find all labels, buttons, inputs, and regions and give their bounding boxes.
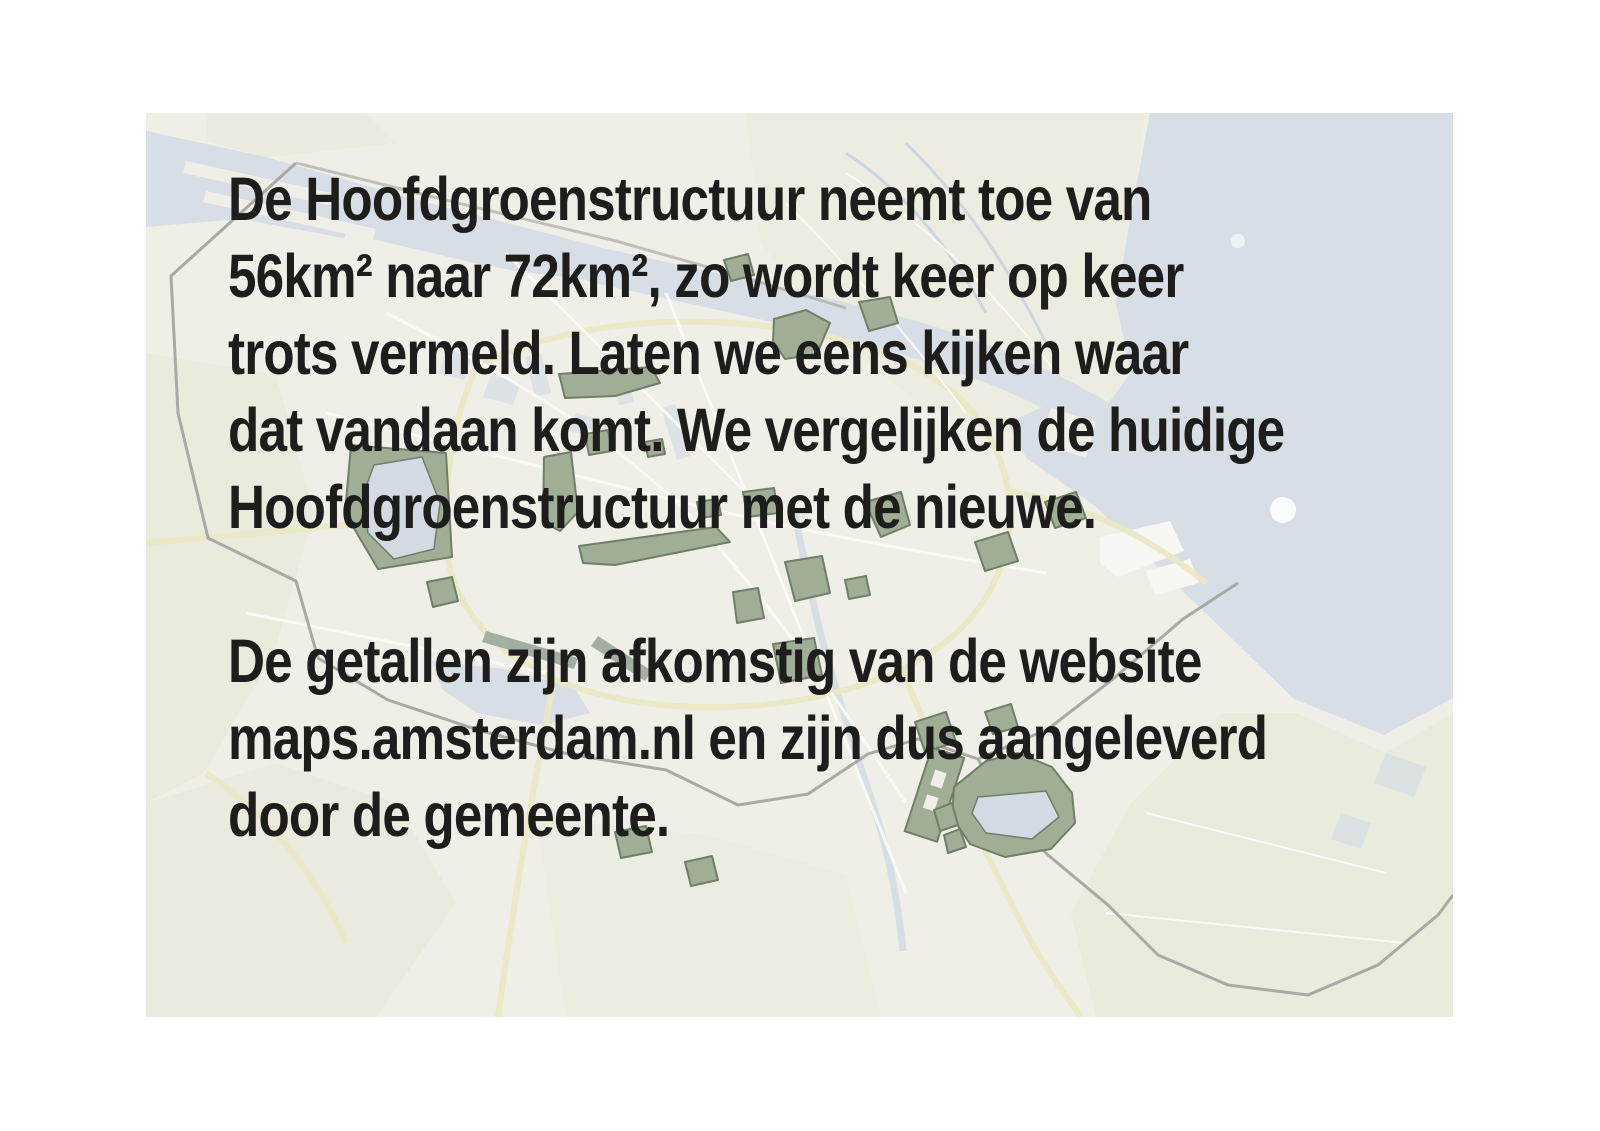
caption-main-line-2: 56km² naar 72km², zo wordt keer op keer: [228, 242, 1184, 310]
caption-main: [228, 161, 1486, 546]
caption-main-line-4: dat vandaan komt. We vergelijken de huidige: [228, 396, 1285, 464]
caption-main-line-5: Hoofdgroenstructuur met de nieuwe.: [228, 473, 1097, 541]
caption-main-line-1: De Hoofdgroenstructuur neemt toe van: [228, 165, 1152, 233]
caption-source: [228, 623, 1465, 854]
caption-source-line-2: maps.amsterdam.nl en zijn dus aangeleverd: [228, 704, 1268, 772]
caption-main-line-3: trots vermeld. Laten we eens kijken waar: [228, 319, 1189, 387]
caption-source-line-1: De getallen zijn afkomstig van de website: [228, 627, 1202, 695]
caption-source-line-3: door de gemeente.: [228, 781, 670, 849]
